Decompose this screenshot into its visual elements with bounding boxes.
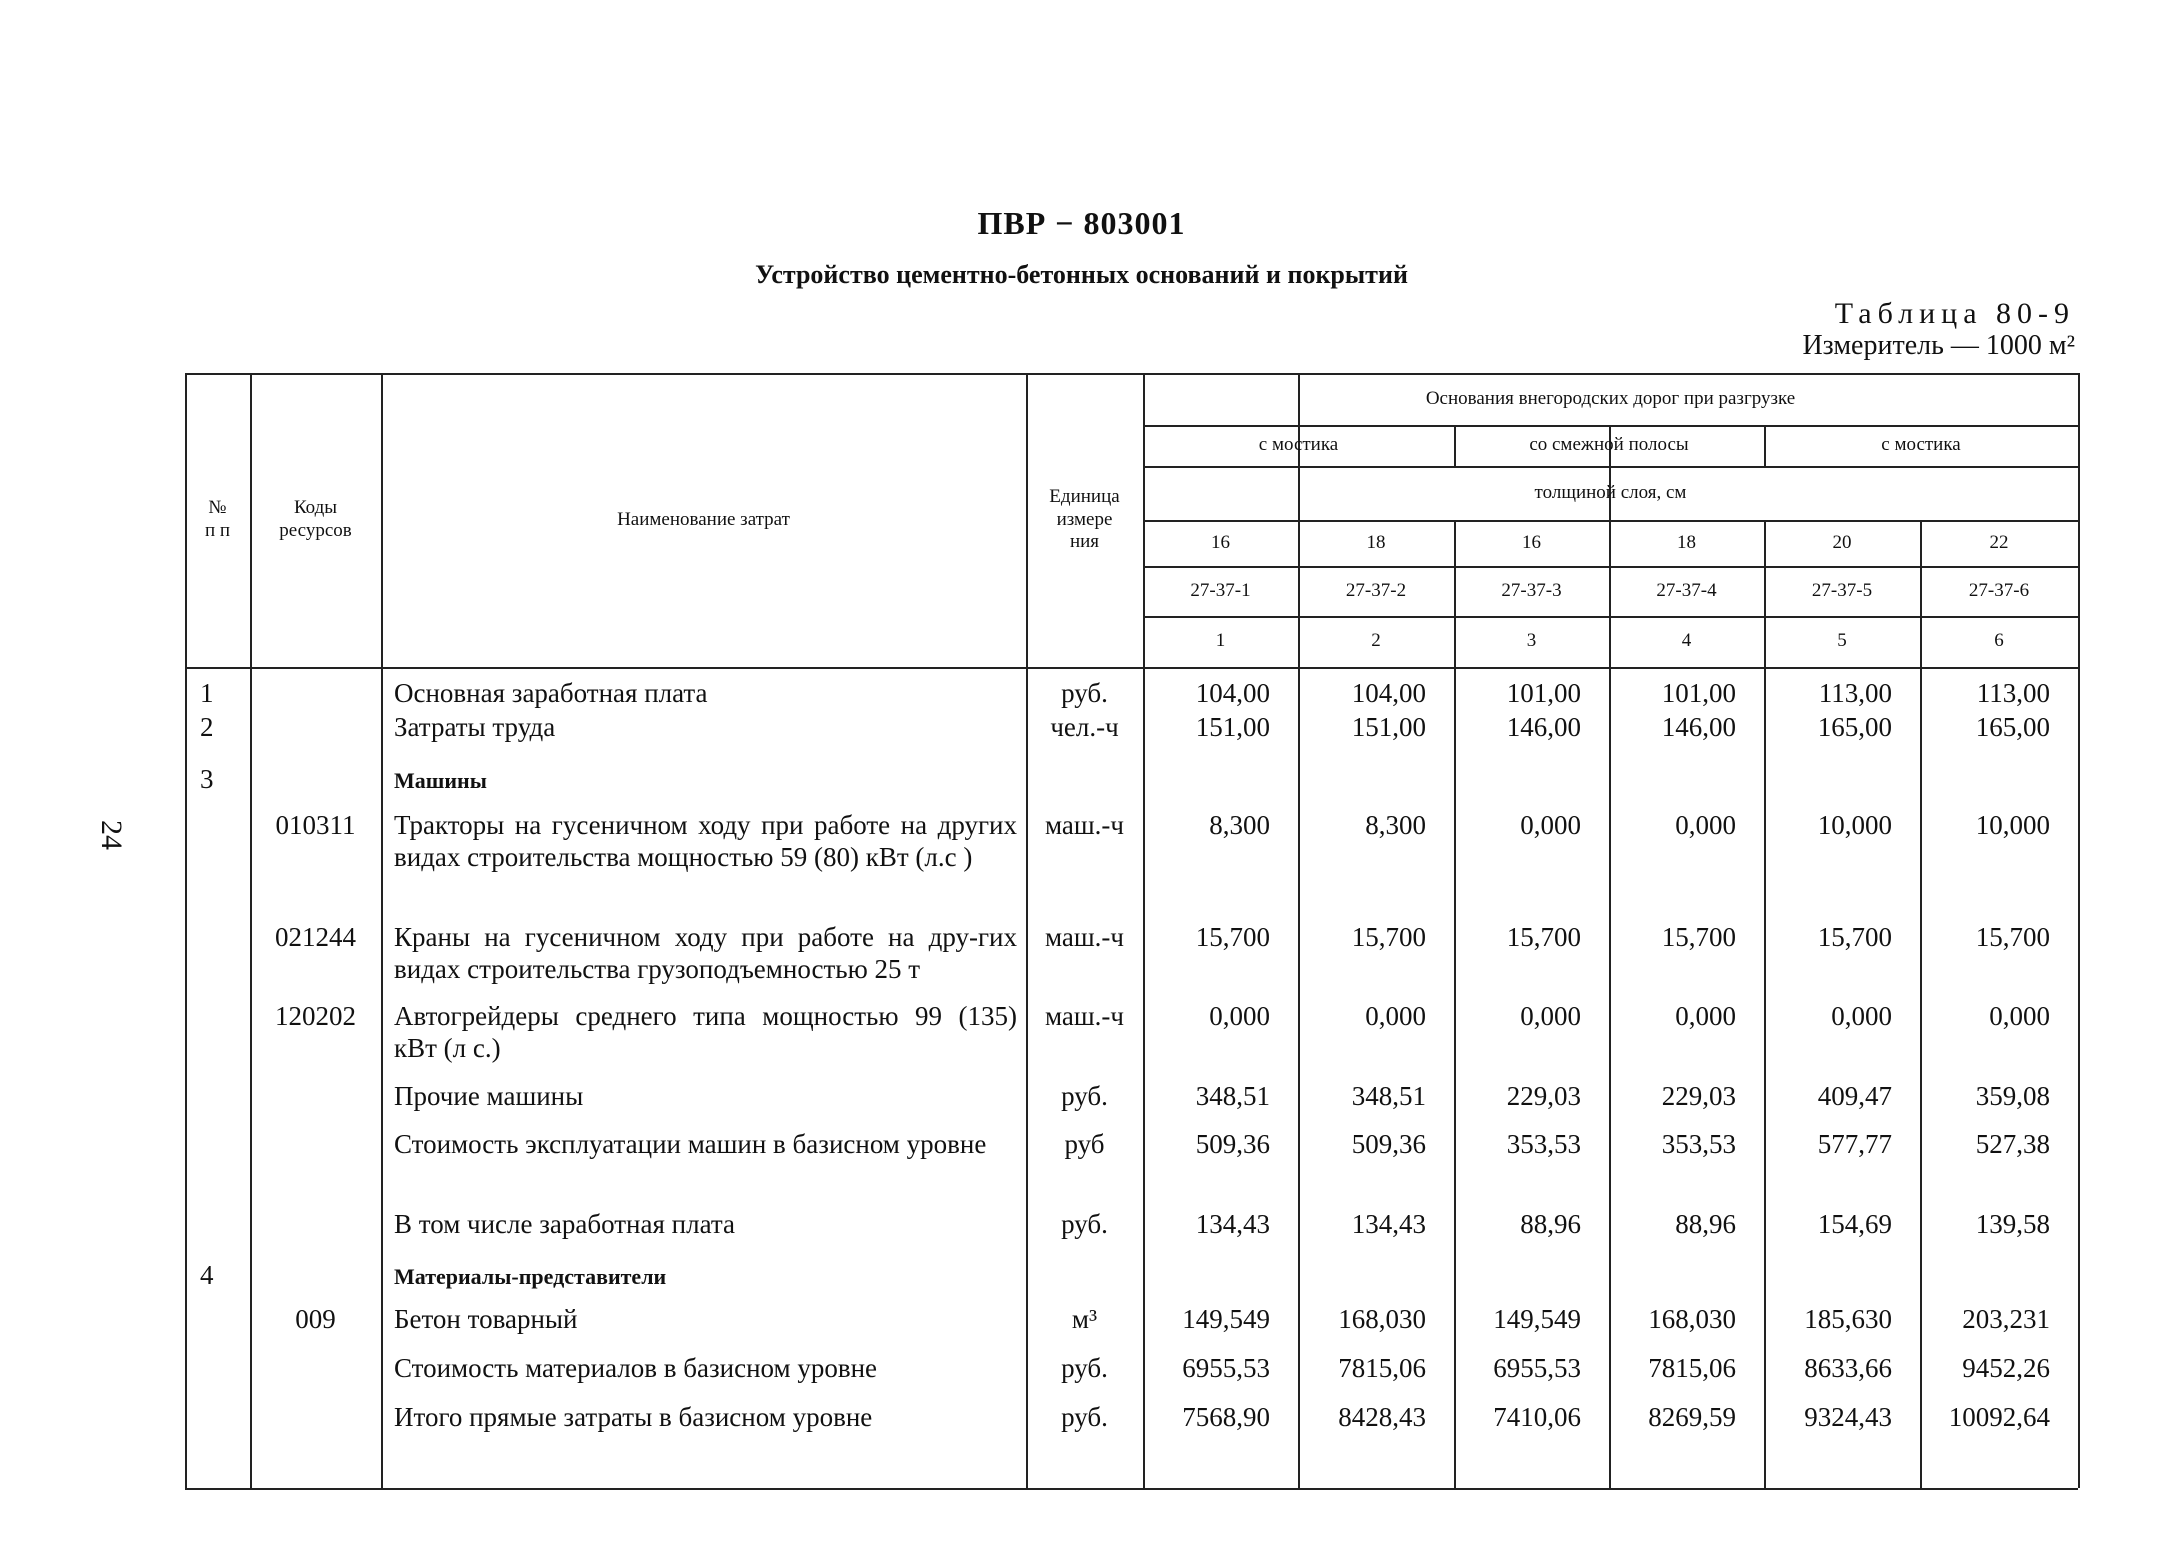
header-col-name: Наименование затрат bbox=[617, 508, 790, 530]
header-thickness-value: 22 bbox=[1989, 531, 2009, 553]
table-border-bottom bbox=[185, 1488, 2078, 1490]
value-cell: 15,700 bbox=[1506, 922, 1581, 952]
header-col-codes: Коды ресурсов bbox=[279, 497, 352, 541]
cost-name: Тракторы на гусеничном ходу при работе на других видах строительства мощностью 59 (80) кВт (л.с ) bbox=[394, 810, 1017, 872]
header-col-number: 1 bbox=[1215, 630, 1226, 652]
value-cell: 101,00 bbox=[1506, 678, 1581, 708]
cost-name: Бетон товарный bbox=[394, 1304, 578, 1334]
cost-name: Краны на гусеничном ходу при работе на дру-гих видах строительства грузоподъемностью 25 т bbox=[394, 922, 1017, 984]
value-cell: 15,700 bbox=[1975, 922, 2050, 952]
value-cell: 8,300 bbox=[1209, 810, 1270, 840]
header-subgroup: со смежной полосы bbox=[1529, 434, 1689, 456]
value-cell: 10,000 bbox=[1817, 810, 1892, 840]
value-cell: 7815,06 bbox=[1338, 1353, 1426, 1383]
section-title: Материалы-представители bbox=[394, 1264, 667, 1289]
cost-name: Стоимость материалов в базисном уровне bbox=[394, 1353, 878, 1383]
resource-code: 009 bbox=[295, 1304, 336, 1334]
header-thickness-value: 20 bbox=[1832, 531, 1852, 553]
value-cell: 146,00 bbox=[1506, 712, 1581, 742]
header-separator bbox=[185, 667, 2078, 669]
value-cell: 509,36 bbox=[1351, 1129, 1426, 1159]
header-col-number: 6 bbox=[1994, 630, 2004, 652]
value-cell: 0,000 bbox=[1989, 1001, 2050, 1031]
header-col-number: 3 bbox=[1526, 630, 1537, 652]
header-col-number: 4 bbox=[1681, 630, 1692, 652]
value-cell: 6955,53 bbox=[1182, 1353, 1270, 1383]
unit: м³ bbox=[1071, 1304, 1098, 1334]
header-subgroup: с мостика bbox=[1258, 434, 1339, 456]
value-cell: 0,000 bbox=[1831, 1001, 1892, 1031]
resource-code: 021244 bbox=[275, 922, 356, 952]
value-cell: 154,69 bbox=[1817, 1209, 1892, 1239]
value-cell: 139,58 bbox=[1975, 1209, 2050, 1239]
value-cell: 0,000 bbox=[1675, 810, 1736, 840]
cost-name: В том числе заработная плата bbox=[394, 1209, 735, 1239]
unit: руб bbox=[1064, 1129, 1105, 1159]
value-cell: 409,47 bbox=[1817, 1081, 1892, 1111]
column-divider bbox=[2078, 373, 2080, 1488]
value-cell: 15,700 bbox=[1661, 922, 1736, 952]
value-cell: 113,00 bbox=[1976, 678, 2050, 708]
value-cell: 10,000 bbox=[1975, 810, 2050, 840]
header-col-no: № п п bbox=[204, 497, 231, 541]
unit: руб. bbox=[1061, 1209, 1108, 1239]
value-cell: 8,300 bbox=[1365, 810, 1426, 840]
value-cell: 8633,66 bbox=[1804, 1353, 1892, 1383]
row-number: 1 bbox=[200, 678, 214, 708]
row-number: 4 bbox=[200, 1260, 214, 1290]
cost-name: Итого прямые затраты в базисном уровне bbox=[394, 1402, 873, 1432]
value-cell: 7815,06 bbox=[1648, 1353, 1736, 1383]
value-cell: 151,00 bbox=[1195, 712, 1270, 742]
row-number: 2 bbox=[200, 712, 214, 742]
unit: руб. bbox=[1061, 1402, 1108, 1432]
subgroup-divider bbox=[1764, 425, 1766, 466]
header-norm-code: 27-37-2 bbox=[1345, 579, 1407, 601]
value-cell: 165,00 bbox=[1975, 712, 2050, 742]
value-cell: 15,700 bbox=[1351, 922, 1426, 952]
value-cell: 509,36 bbox=[1195, 1129, 1270, 1159]
value-cell: 149,549 bbox=[1182, 1304, 1270, 1334]
table-label: Таблица 80-9 bbox=[1834, 297, 2075, 330]
value-cell: 101,00 bbox=[1661, 678, 1736, 708]
header-thickness-value: 18 bbox=[1677, 531, 1696, 553]
value-cell: 203,231 bbox=[1962, 1304, 2050, 1334]
value-cell: 146,00 bbox=[1661, 712, 1736, 742]
value-cell: 9324,43 bbox=[1804, 1402, 1892, 1432]
unit: руб. bbox=[1061, 1353, 1108, 1383]
document-title: Устройство цементно-бетонных оснований и покрытий bbox=[755, 260, 1408, 289]
section-title: Машины bbox=[394, 768, 487, 793]
header-norm-code: 27-37-6 bbox=[1968, 579, 2030, 601]
header-thickness-value: 18 bbox=[1366, 531, 1386, 553]
value-cell: 185,630 bbox=[1804, 1304, 1892, 1334]
value-cell: 15,700 bbox=[1195, 922, 1270, 952]
unit: чел.-ч bbox=[1050, 712, 1119, 742]
value-cell: 149,549 bbox=[1493, 1304, 1581, 1334]
value-cell: 151,00 bbox=[1351, 712, 1426, 742]
value-cell: 6955,53 bbox=[1493, 1353, 1581, 1383]
cost-name: Автогрейдеры среднего типа мощностью 99 (135) кВт (л с.) bbox=[394, 1001, 1017, 1063]
row-number: 3 bbox=[200, 764, 214, 794]
header-norm-code: 27-37-3 bbox=[1501, 579, 1562, 601]
value-cell: 0,000 bbox=[1675, 1001, 1736, 1031]
value-cell: 0,000 bbox=[1209, 1001, 1270, 1031]
cost-name: Основная заработная плата bbox=[394, 678, 708, 708]
unit: руб. bbox=[1061, 1081, 1108, 1111]
value-cell: 113,00 bbox=[1818, 678, 1892, 708]
header-thickness-value: 16 bbox=[1522, 531, 1541, 553]
value-cell: 348,51 bbox=[1195, 1081, 1270, 1111]
value-cell: 527,38 bbox=[1975, 1129, 2050, 1159]
value-cell: 7568,90 bbox=[1182, 1402, 1270, 1432]
value-cell: 229,03 bbox=[1506, 1081, 1581, 1111]
header-group-title: Основания внегородских дорог при разгрузке bbox=[1425, 387, 1796, 409]
value-cell: 229,03 bbox=[1661, 1081, 1736, 1111]
value-cell: 8269,59 bbox=[1648, 1402, 1736, 1432]
value-cell: 88,96 bbox=[1675, 1209, 1736, 1239]
resource-code: 010311 bbox=[275, 810, 356, 840]
header-col-number: 2 bbox=[1371, 630, 1381, 652]
value-cell: 577,77 bbox=[1817, 1129, 1892, 1159]
value-cell: 353,53 bbox=[1506, 1129, 1581, 1159]
value-cell: 7410,06 bbox=[1493, 1402, 1581, 1432]
value-cell: 134,43 bbox=[1351, 1209, 1426, 1239]
cost-name: Затраты труда bbox=[394, 712, 556, 742]
header-thickness-value: 16 bbox=[1211, 531, 1230, 553]
measure-label: Измеритель — 1000 м² bbox=[1802, 330, 2075, 361]
value-cell: 168,030 bbox=[1338, 1304, 1426, 1334]
value-cell: 0,000 bbox=[1520, 1001, 1581, 1031]
header-subgroup: с мостика bbox=[1881, 434, 1961, 456]
header-col-number: 5 bbox=[1837, 630, 1847, 652]
value-cell: 359,08 bbox=[1975, 1081, 2050, 1111]
document-code: ПВР − 803001 bbox=[977, 205, 1186, 241]
value-cell: 0,000 bbox=[1365, 1001, 1426, 1031]
value-cell: 165,00 bbox=[1817, 712, 1892, 742]
header-thickness-title: толщиной слоя, см bbox=[1534, 481, 1687, 503]
value-cell: 9452,26 bbox=[1962, 1353, 2050, 1383]
unit: маш.-ч bbox=[1045, 922, 1124, 952]
value-cell: 10092,64 bbox=[1948, 1402, 2050, 1432]
resource-code: 120202 bbox=[275, 1001, 356, 1031]
value-cell: 104,00 bbox=[1351, 678, 1426, 708]
unit: маш.-ч bbox=[1045, 810, 1124, 840]
value-cell: 88,96 bbox=[1520, 1209, 1581, 1239]
cost-name: Стоимость эксплуатации машин в базисном уровне bbox=[394, 1129, 987, 1159]
value-cell: 0,000 bbox=[1520, 810, 1581, 840]
value-cell: 168,030 bbox=[1648, 1304, 1736, 1334]
value-cell: 134,43 bbox=[1195, 1209, 1270, 1239]
subgroup-divider bbox=[1454, 425, 1456, 466]
header-norm-code: 27-37-1 bbox=[1190, 579, 1251, 601]
page-number: 24 bbox=[95, 820, 128, 850]
header-norm-code: 27-37-4 bbox=[1656, 579, 1717, 601]
header-norm-code: 27-37-5 bbox=[1811, 579, 1873, 601]
unit: руб. bbox=[1061, 678, 1108, 708]
value-cell: 104,00 bbox=[1195, 678, 1270, 708]
unit: маш.-ч bbox=[1045, 1001, 1124, 1031]
value-cell: 15,700 bbox=[1817, 922, 1892, 952]
value-cell: 8428,43 bbox=[1338, 1402, 1426, 1432]
value-cell: 353,53 bbox=[1661, 1129, 1736, 1159]
value-cell: 348,51 bbox=[1351, 1081, 1426, 1111]
cost-name: Прочие машины bbox=[394, 1081, 584, 1111]
header-col-unit: Единица измере ния bbox=[1049, 485, 1120, 553]
